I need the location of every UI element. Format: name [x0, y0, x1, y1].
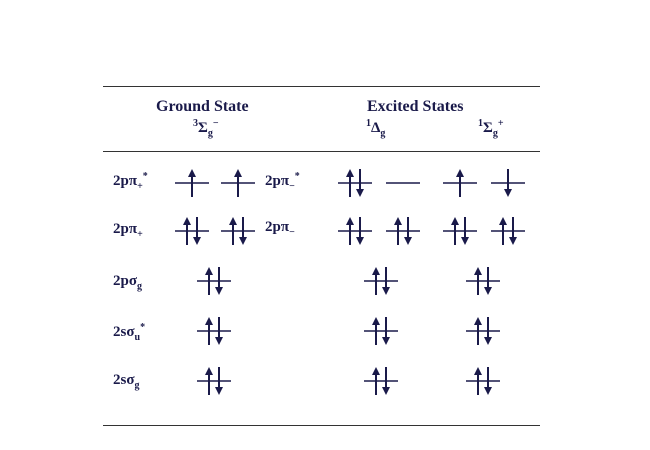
spin-down-arrow-icon	[461, 237, 469, 245]
ground-term-symbol: $^3\Sigma_g^-$	[193, 118, 219, 139]
label-2p-pi-minus-star: $2p\pi_-^*$	[265, 171, 300, 192]
spin-up-arrow-icon	[474, 267, 482, 275]
spin-down-arrow-icon	[215, 337, 223, 345]
ground-sigma-g-2p-orbital	[197, 267, 231, 295]
sigma_plus-pi-2-orbital	[491, 217, 525, 245]
spin-down-arrow-icon	[215, 387, 223, 395]
spin-up-arrow-icon	[183, 217, 191, 225]
ground-sigma-u-star-orbital	[197, 317, 231, 345]
delta-sigma-u-star-orbital	[364, 317, 398, 345]
delta-pi-2-orbital	[386, 217, 420, 245]
spin-up-arrow-icon	[346, 217, 354, 225]
spin-down-arrow-icon	[382, 387, 390, 395]
label-2p-pi-plus: $2p\pi_+$	[113, 221, 143, 240]
spin-down-arrow-icon	[484, 387, 492, 395]
delta-sigma-g-2s-orbital	[364, 367, 398, 395]
label-2p-pi-minus: $2p\pi_-$	[265, 219, 295, 238]
spin-up-arrow-icon	[451, 217, 459, 225]
spin-up-arrow-icon	[372, 267, 380, 275]
spin-up-arrow-icon	[205, 367, 213, 375]
sigma_plus-pi-1-orbital	[443, 217, 477, 245]
spin-down-arrow-icon	[356, 237, 364, 245]
spin-down-arrow-icon	[484, 287, 492, 295]
delta-sigma-g-2p-orbital	[364, 267, 398, 295]
spin-up-arrow-icon	[474, 367, 482, 375]
spin-down-arrow-icon	[239, 237, 247, 245]
spin-up-arrow-icon	[234, 169, 242, 177]
sigma_plus-pi-star-2-orbital	[491, 169, 525, 197]
delta-pi-1-orbital	[338, 217, 372, 245]
spin-down-arrow-icon	[509, 237, 517, 245]
spin-down-arrow-icon	[484, 337, 492, 345]
spin-up-arrow-icon	[205, 317, 213, 325]
spin-down-arrow-icon	[504, 189, 512, 197]
sigma_plus-pi-star-1-orbital	[443, 169, 477, 197]
label-2s-sigma-u-star: $2s\sigma_u^*$	[113, 322, 146, 343]
spin-down-arrow-icon	[215, 287, 223, 295]
spin-up-arrow-icon	[499, 217, 507, 225]
delta-term-symbol: $^1\Delta_g$	[366, 118, 386, 139]
spin-up-arrow-icon	[346, 169, 354, 177]
spin-up-arrow-icon	[474, 317, 482, 325]
ground-pi-2-orbital	[221, 217, 255, 245]
spin-down-arrow-icon	[382, 287, 390, 295]
sigma_plus-sigma-g-2s-orbital	[466, 367, 500, 395]
ground-state-header: Ground State	[156, 98, 249, 115]
label-2p-sigma-g: $2p\sigma_g$	[113, 273, 143, 292]
spin-up-arrow-icon	[394, 217, 402, 225]
ground-sigma-g-2s-orbital	[197, 367, 231, 395]
spin-up-arrow-icon	[372, 317, 380, 325]
sigma_plus-sigma-u-star-orbital	[466, 317, 500, 345]
excited-states-header: Excited States	[367, 98, 464, 115]
spin-up-arrow-icon	[205, 267, 213, 275]
spin-down-arrow-icon	[193, 237, 201, 245]
spin-down-arrow-icon	[356, 189, 364, 197]
ground-pi-1-orbital	[175, 217, 209, 245]
spin-up-arrow-icon	[229, 217, 237, 225]
sigma_plus-sigma-g-2p-orbital	[466, 267, 500, 295]
spin-down-arrow-icon	[404, 237, 412, 245]
spin-up-arrow-icon	[188, 169, 196, 177]
spin-up-arrow-icon	[456, 169, 464, 177]
ground-pi-star-1-orbital	[175, 169, 209, 197]
spin-up-arrow-icon	[372, 367, 380, 375]
spin-down-arrow-icon	[382, 337, 390, 345]
delta-pi-star-1-orbital	[338, 169, 372, 197]
ground-pi-star-2-orbital	[221, 169, 255, 197]
label-2s-sigma-g: $2s\sigma_g$	[113, 372, 140, 391]
sigma-plus-term-symbol: $^1\Sigma_g^+$	[478, 118, 504, 139]
label-2p-pi-plus-star: $2p\pi_+^*$	[113, 171, 148, 192]
